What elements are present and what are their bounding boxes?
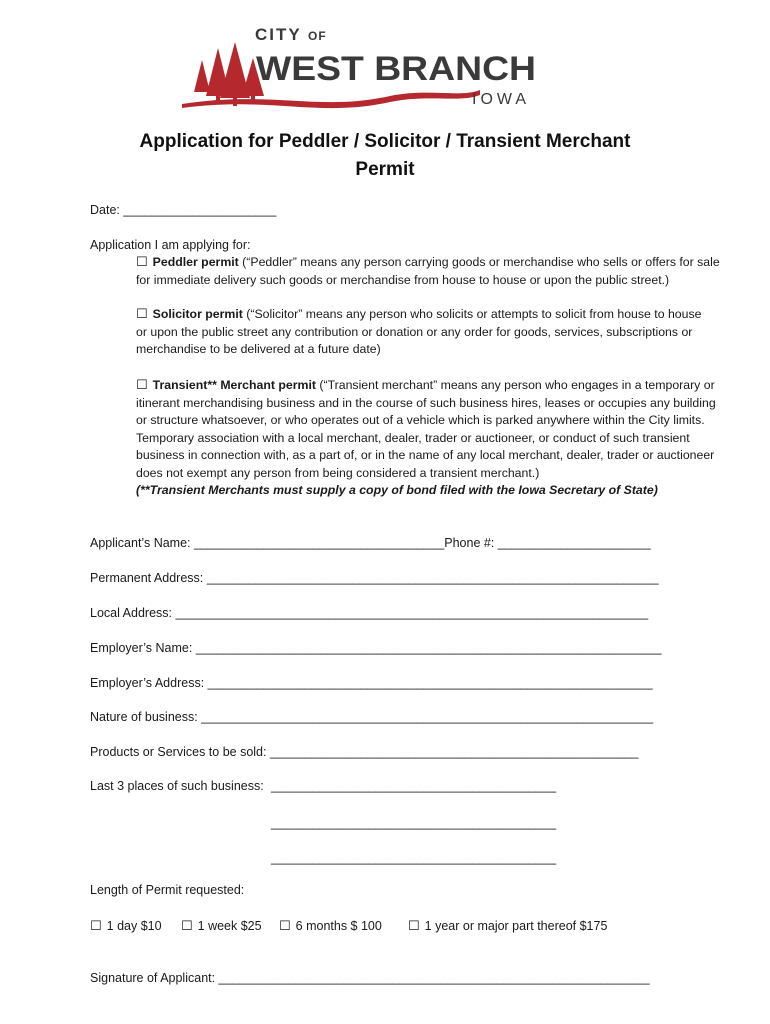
length-option-label: 1 week $25 [197, 919, 262, 933]
length-option-1-year[interactable] [408, 918, 607, 935]
length-option-label: 1 year or major part thereof $175 [424, 919, 608, 933]
length-option-checkbox[interactable]: ☐ [408, 919, 420, 934]
last-places-blank-1[interactable]: _________________________________________ [271, 779, 557, 793]
length-option-6-months[interactable] [279, 918, 382, 935]
peddler-permit-option [136, 254, 726, 289]
solicitor-permit-option [136, 306, 711, 359]
city-logo [180, 20, 550, 110]
length-option-checkbox[interactable]: ☐ [181, 919, 193, 934]
form-title-line2: Permit [355, 159, 415, 180]
employer-name-field[interactable]: Employer’s Name: ___________________________________________________________________ [90, 641, 662, 655]
last-places-blank-2[interactable]: _________________________________________ [271, 816, 557, 830]
city-logo-graphic [180, 20, 550, 110]
length-option-label: 1 day $10 [106, 919, 162, 933]
logo-city-text: CITY [255, 25, 302, 44]
form-title-line1: Application for Peddler / Solicitor / Transient Merchant [139, 131, 631, 152]
signature-field[interactable]: Signature of Applicant: ______________________________________________________________ [90, 971, 650, 985]
trees-icon [194, 42, 264, 106]
date-field[interactable]: Date: ______________________ [90, 203, 277, 217]
applicant-name-field[interactable]: Applicant’s Name: ____________________________________Phone #: ______________________ [90, 536, 651, 550]
length-option-1-week[interactable] [181, 918, 262, 935]
permanent-address-field[interactable]: Permanent Address: _________________________________________________________________ [90, 571, 659, 585]
length-of-permit-label: Length of Permit requested: [90, 883, 245, 897]
employer-address-field[interactable]: Employer’s Address: ________________________________________________________________ [90, 676, 653, 690]
transient-bond-note: (**Transient Merchants must supply a copy of bond filed with the Iowa Secretary of State) [136, 483, 658, 497]
products-services-field[interactable]: Products or Services to be sold: _____________________________________________________ [90, 745, 639, 759]
last-places-label: Last 3 places of such business: [90, 779, 264, 793]
solicitor-permit-name: Solicitor permit [152, 307, 243, 321]
applying-for-label: Application I am applying for: [90, 238, 251, 252]
peddler-checkbox[interactable]: ☐ [136, 255, 148, 270]
nature-of-business-field[interactable]: Nature of business: _________________________________________________________________ [90, 710, 654, 724]
peddler-permit-description: (“Peddler” means any person carrying goods or merchandise who sells or offers for sale for immediate delivery such goods or merchandise from house to house or upon the public street.) [136, 255, 720, 287]
solicitor-permit-description: (“Solicitor” means any person who solicits or attempts to solicit from house to house or upon the public street any contribution or donation or any order for goods, services, subscriptions or merchandise to be delivered at a future date) [136, 307, 702, 356]
length-option-checkbox[interactable]: ☐ [90, 919, 102, 934]
transient-permit-option [136, 377, 728, 500]
logo-of-text: OF [308, 29, 327, 43]
length-option-1-day[interactable] [90, 918, 162, 935]
last-places-blank-3[interactable]: _________________________________________ [271, 851, 557, 865]
length-option-checkbox[interactable]: ☐ [279, 919, 291, 934]
logo-iowa-text: IOWA [472, 91, 531, 108]
solicitor-checkbox[interactable]: ☐ [136, 307, 148, 322]
logo-west-branch-text: WEST BRANCH [256, 50, 536, 88]
local-address-field[interactable]: Local Address: ____________________________________________________________________ [90, 606, 649, 620]
peddler-permit-name: Peddler permit [152, 255, 239, 269]
length-option-label: 6 months $ 100 [295, 919, 382, 933]
transient-permit-name: Transient** Merchant permit [152, 378, 316, 392]
transient-permit-description: (“Transient merchant” means any person who engages in a temporary or itinerant merchandising business and in the course of such business hires, leases or occupies any building or structure whatsoever, or who operates out of a vehicle which is parked anywhere within the City limits. Temporary association with a local merchant, dealer, trader or auctioneer, or conduct of such transient business in connection with, as a part of, or in the name of any local merchant, dealer, trader or auctioneer does not exempt any person from being considered a transient merchant.) [136, 378, 716, 480]
transient-checkbox[interactable]: ☐ [136, 378, 148, 393]
